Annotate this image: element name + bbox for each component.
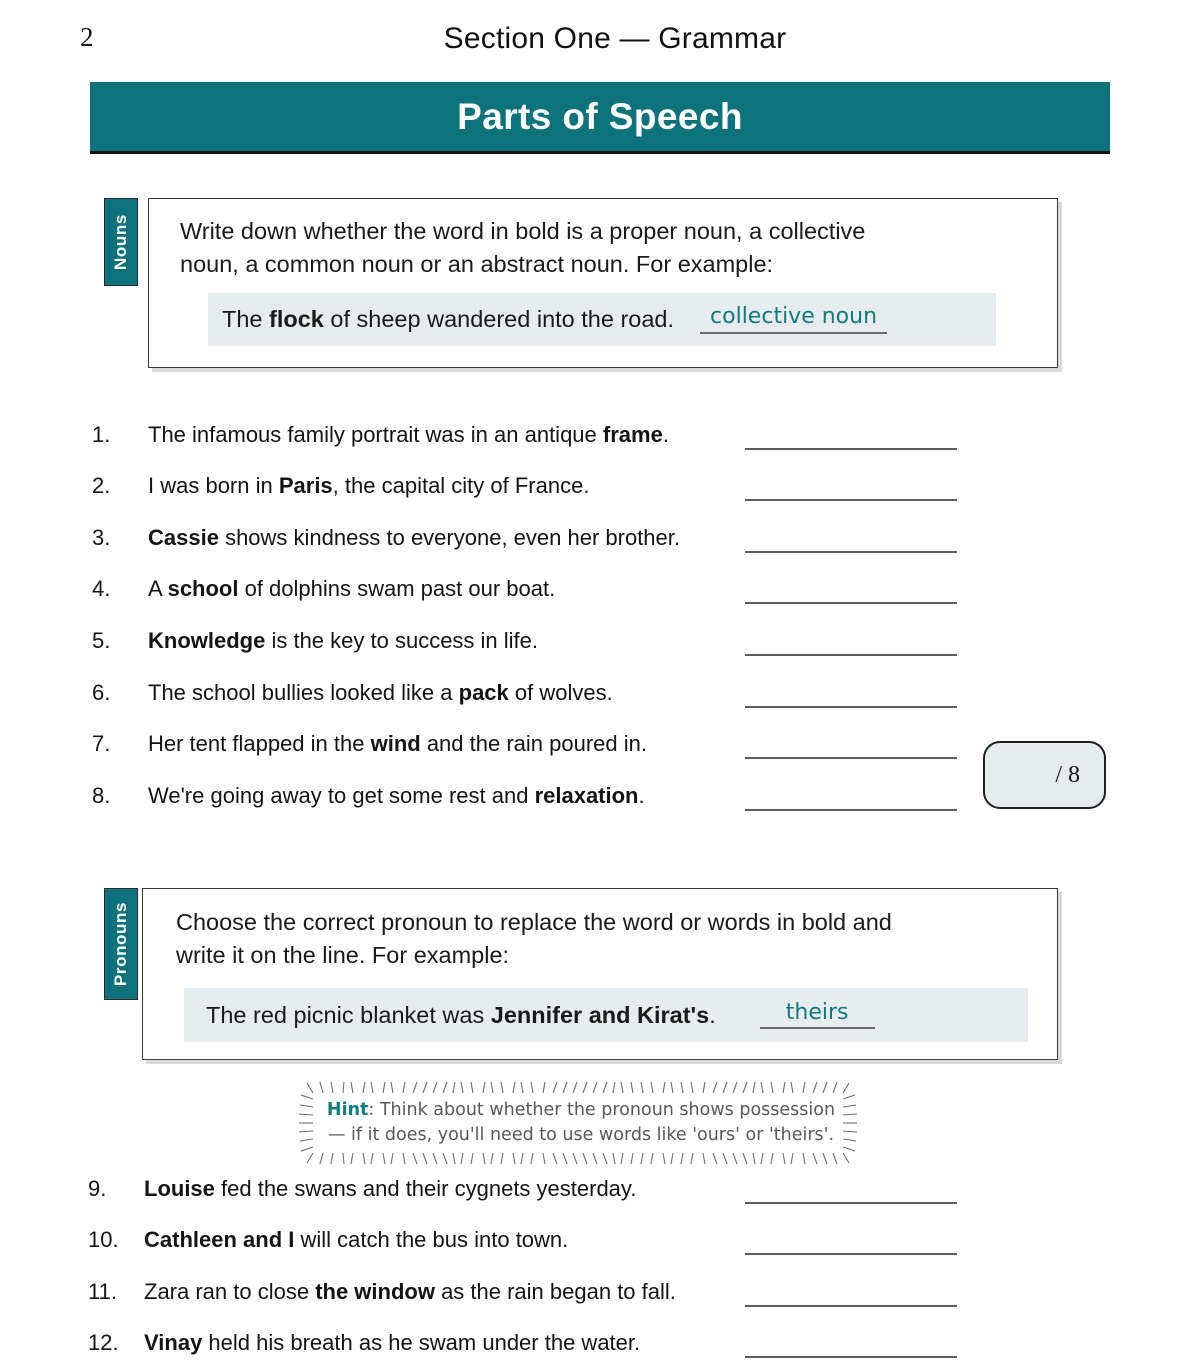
table-row <box>92 680 972 710</box>
nouns-example-box <box>208 293 996 346</box>
answer-line[interactable] <box>745 551 957 553</box>
nouns-example-before: The <box>222 306 270 332</box>
question-number: 4. <box>92 576 111 601</box>
question-text-before: The school bullies looked like a <box>148 680 459 705</box>
question-number: 10. <box>88 1227 119 1252</box>
question-bold-word: Knowledge <box>148 628 266 653</box>
nouns-example-sentence <box>222 306 674 333</box>
table-row <box>92 783 972 813</box>
table-row <box>88 1330 968 1360</box>
answer-line[interactable] <box>745 1253 957 1255</box>
question-text-after: is the key to success in life. <box>265 628 539 653</box>
table-row <box>92 731 972 761</box>
topic-banner-title: Parts of Speech <box>457 95 743 137</box>
question-text-after: will catch the bus into town. <box>294 1227 569 1252</box>
question-number: 1. <box>92 422 111 447</box>
nouns-instruction-line-1: Write down whether the word in bold is a proper noun, a collective <box>180 218 866 244</box>
nouns-section-tab-label: Nouns <box>111 214 131 270</box>
question-text-before: The infamous family portrait was in an antique <box>148 422 603 447</box>
question-text-before: A <box>148 576 168 601</box>
answer-line[interactable] <box>745 499 957 501</box>
question-text-after: fed the swans and their cygnets yesterday. <box>214 1176 637 1201</box>
topic-banner <box>90 82 1110 154</box>
question-text-after: of wolves. <box>508 680 613 705</box>
pronouns-section-tab <box>104 888 138 1000</box>
nouns-section-tab <box>104 198 138 286</box>
answer-line[interactable] <box>745 757 957 759</box>
question-bold-word: Cathleen and I <box>144 1227 295 1252</box>
question-text <box>144 1330 640 1356</box>
question-bold-word: Vinay <box>144 1330 203 1355</box>
pronouns-instruction-line-2: write it on the line. For example: <box>176 942 510 968</box>
table-row <box>88 1279 968 1309</box>
section-title: Section One — Grammar <box>443 22 787 55</box>
question-bold-word: pack <box>458 680 509 705</box>
question-text-after: . <box>638 783 645 808</box>
question-text-after: shows kindness to everyone, even her brother. <box>218 525 680 550</box>
question-text-before: Her tent flapped in the <box>148 731 371 756</box>
nouns-example-bold-word: flock <box>269 306 324 332</box>
question-text <box>148 422 669 448</box>
table-row <box>92 628 972 658</box>
hint-label: Hint <box>326 1099 369 1120</box>
answer-line[interactable] <box>745 654 957 656</box>
question-text <box>148 680 613 706</box>
question-text <box>148 525 680 551</box>
question-text-before: Zara ran to close <box>144 1279 316 1304</box>
pronouns-example-sentence <box>206 1002 716 1029</box>
question-number: 8. <box>92 783 111 808</box>
hint-text-line-2: — if it does, you'll need to use words like 'ours' or 'theirs'. <box>327 1125 835 1145</box>
table-row <box>88 1176 968 1206</box>
question-bold-word: Paris <box>278 473 333 498</box>
question-number: 7. <box>92 731 111 756</box>
pronouns-example-box <box>184 988 1028 1042</box>
table-row <box>92 525 972 555</box>
question-bold-word: Louise <box>144 1176 215 1201</box>
question-bold-word: wind <box>370 731 421 756</box>
pronouns-section-tab-label: Pronouns <box>111 901 131 987</box>
question-bold-word: Cassie <box>148 525 219 550</box>
question-text-after: as the rain began to fall. <box>434 1279 676 1304</box>
table-row <box>92 576 972 606</box>
question-number: 6. <box>92 680 111 705</box>
page-number: 2 <box>80 22 94 52</box>
question-bold-word: frame <box>602 422 663 447</box>
question-text-after: , the capital city of France. <box>332 473 590 498</box>
question-text <box>148 628 538 654</box>
pronouns-example-answer: theirs <box>760 1001 875 1029</box>
table-row <box>92 473 972 503</box>
question-text <box>144 1176 636 1202</box>
answer-line[interactable] <box>745 1202 957 1204</box>
question-text <box>148 731 647 757</box>
pronouns-instruction-line-1: Choose the correct pronoun to replace the word or words in bold and <box>176 909 892 935</box>
question-number: 5. <box>92 628 111 653</box>
question-number: 3. <box>92 525 111 550</box>
pronouns-example-before: The red picnic blanket was <box>206 1001 491 1028</box>
question-text <box>148 576 555 602</box>
nouns-example-after: of sheep wandered into the road. <box>323 306 675 332</box>
answer-line[interactable] <box>745 602 957 604</box>
score-badge-label: / 8 <box>1055 761 1080 788</box>
question-text <box>144 1279 676 1305</box>
answer-line[interactable] <box>745 706 957 708</box>
question-text-before: We're going away to get some rest and <box>148 783 535 808</box>
nouns-example-answer: collective noun <box>700 305 887 333</box>
question-bold-word: relaxation <box>534 783 639 808</box>
question-bold-word: the window <box>315 1279 435 1304</box>
answer-line[interactable] <box>745 1305 957 1307</box>
question-text-after: . <box>662 422 669 447</box>
pronouns-example-after: . <box>709 1001 716 1028</box>
question-text-after: held his breath as he swam under the water. <box>202 1330 641 1355</box>
question-text <box>144 1227 568 1253</box>
answer-line[interactable] <box>745 809 957 811</box>
hint-line-1-rest: : Think about whether the pronoun shows possession <box>368 1099 836 1120</box>
nouns-instruction-line-2: noun, a common noun or an abstract noun. For example: <box>180 251 774 277</box>
answer-line[interactable] <box>745 448 957 450</box>
pronouns-example-bold-word: Jennifer and Kirat's <box>490 1001 710 1028</box>
question-number: 12. <box>88 1330 119 1355</box>
question-number: 2. <box>92 473 111 498</box>
question-text-before: I was born in <box>148 473 279 498</box>
question-bold-word: school <box>167 576 239 601</box>
hint-callout <box>291 1081 871 1165</box>
question-text <box>148 473 589 499</box>
hint-text-line-1 <box>327 1098 835 1123</box>
question-number: 11. <box>88 1279 117 1304</box>
score-badge <box>983 741 1106 809</box>
question-text <box>148 783 645 809</box>
question-number: 9. <box>88 1176 107 1201</box>
table-row <box>92 422 972 452</box>
question-text-after: of dolphins swam past our boat. <box>238 576 556 601</box>
question-text-after: and the rain poured in. <box>420 731 647 756</box>
table-row <box>88 1227 968 1257</box>
